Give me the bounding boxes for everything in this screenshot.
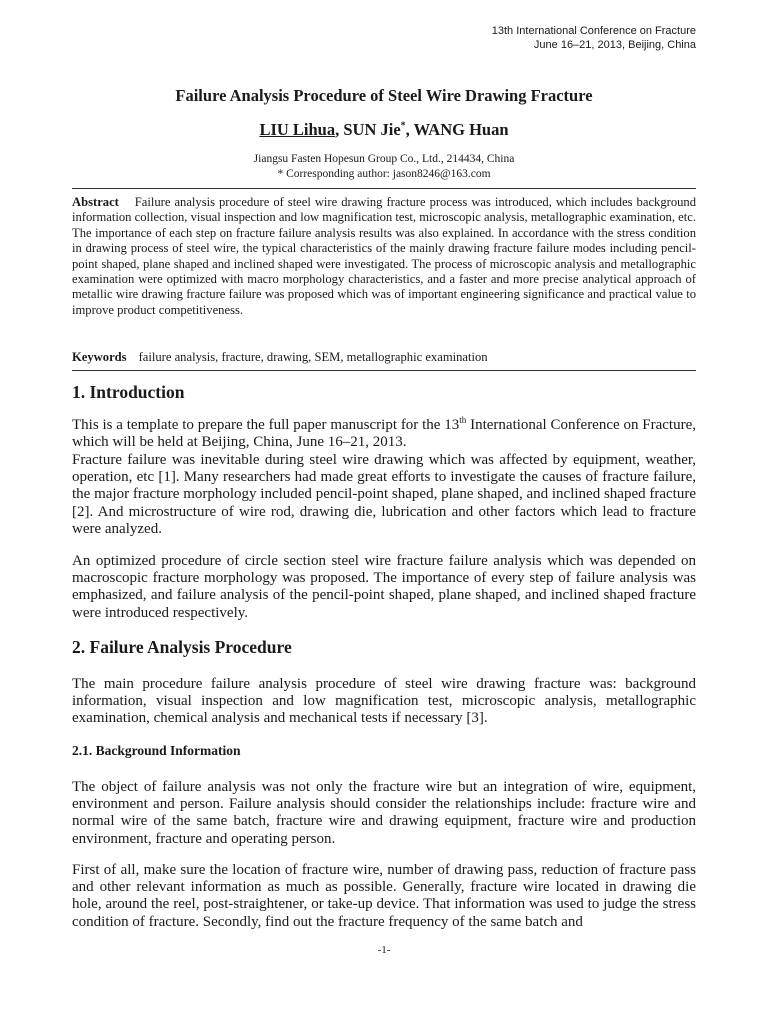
paragraph-text: This is a template to prepare the full paper manuscript for the 13	[72, 417, 460, 433]
paragraph: The object of failure analysis was not only the fracture wire but an integration of wire, equipment, environment and person. Failure analysis should consider the relationships include: fracture wire and normal wire of the same batch, fracture wire and drawing equipment, fracture wire and production environment, fracture and operating person.	[72, 779, 696, 847]
divider	[72, 370, 696, 371]
section-heading: 1. Introduction	[72, 382, 185, 402]
author-list	[0, 120, 768, 140]
paragraph	[72, 417, 696, 451]
conference-header	[492, 24, 696, 52]
paragraph: The main procedure failure analysis procedure of steel wire drawing fracture was: background information, visual inspection and low magnification test, microscopic analysis, metallographic examination, chemical analysis and mechanical tests if necessary [3].	[72, 676, 696, 727]
corresponding-author: * Corresponding author: jason8246@163.com	[277, 168, 491, 180]
superscript: th	[459, 415, 467, 425]
author-name: SUN Jie	[343, 120, 401, 139]
paragraph-text: International Conference on Fracture, which will be held at Beijing, China, June 16–21, 2013.	[72, 417, 697, 451]
conference-name: 13th International Conference on Fracture	[491, 25, 696, 37]
paragraph: Fracture failure was inevitable during steel wire drawing which was affected by equipment, weather, operation, etc [1]. Many researchers had made great efforts to investigate the causes of fracture failure, the major fracture morphology included pencil-point shaped, plane shaped, and inclined shaped fracture [2]. And microstructure of wire rod, drawing die, lubrication and other factors which lead to fracture were analyzed.	[72, 452, 696, 537]
page-number: -1-	[377, 944, 391, 956]
conference-date-location: June 16–21, 2013, Beijing, China	[533, 39, 696, 51]
keywords-text: failure analysis, fracture, drawing, SEM, metallographic examination	[138, 350, 488, 364]
abstract-label: Abstract	[72, 195, 119, 209]
paragraph: An optimized procedure of circle section steel wire fracture failure analysis which was depended on macroscopic fracture morphology was proposed. The importance of every step of failure analysis was emphasized, and failure analysis of the pencil-point shaped, plane shaped, and inclined shaped fracture were introduced respectively.	[72, 553, 696, 621]
abstract	[72, 195, 696, 318]
abstract-text: Failure analysis procedure of steel wire drawing fracture process was introduced, which includes background information collection, visual inspection and low magnification test, microscopic analysis, metallographic examination, etc. The importance of each step on fracture failure analysis results was also explained. In accordance with the stress condition in drawing process of steel wire, the typical characteristics of the mainly drawing fracture failure modes including pencil-point shaped, plane shaped and inclined shaped were investigated. The process of microscopic analysis and metallographic examination were optimized with macro morphology characteristics, and a faster and more precise analytical approach of metallic wire drawing fracture failure was proposed which was of important engineering significance and practical value to improve product competitiveness.	[72, 195, 697, 317]
subsection-heading: 2.1. Background Information	[72, 743, 241, 758]
paper-title: Failure Analysis Procedure of Steel Wire Drawing Fracture	[175, 86, 593, 105]
affiliation: Jiangsu Fasten Hopesun Group Co., Ltd., 214434, China	[253, 153, 515, 165]
affiliation-block	[0, 152, 768, 182]
divider	[72, 188, 696, 189]
keywords	[72, 350, 696, 365]
keywords-label: Keywords	[72, 350, 127, 364]
corresponding-mark: *	[400, 120, 406, 132]
section-heading: 2. Failure Analysis Procedure	[72, 637, 292, 657]
author-separator: ,	[405, 120, 414, 139]
author-name: LIU Lihua	[259, 120, 336, 139]
author-separator: ,	[335, 120, 344, 139]
author-name: WANG Huan	[413, 120, 509, 139]
paragraph: First of all, make sure the location of fracture wire, number of drawing pass, reduction of fracture pass and other relevant information as much as possible. Generally, fracture wire located in drawing die hole, around the reel, post-straightener, or take-up device. That information was used to judge the stress condition of fracture. Secondly, find out the fracture frequency of the same batch and	[72, 862, 696, 930]
